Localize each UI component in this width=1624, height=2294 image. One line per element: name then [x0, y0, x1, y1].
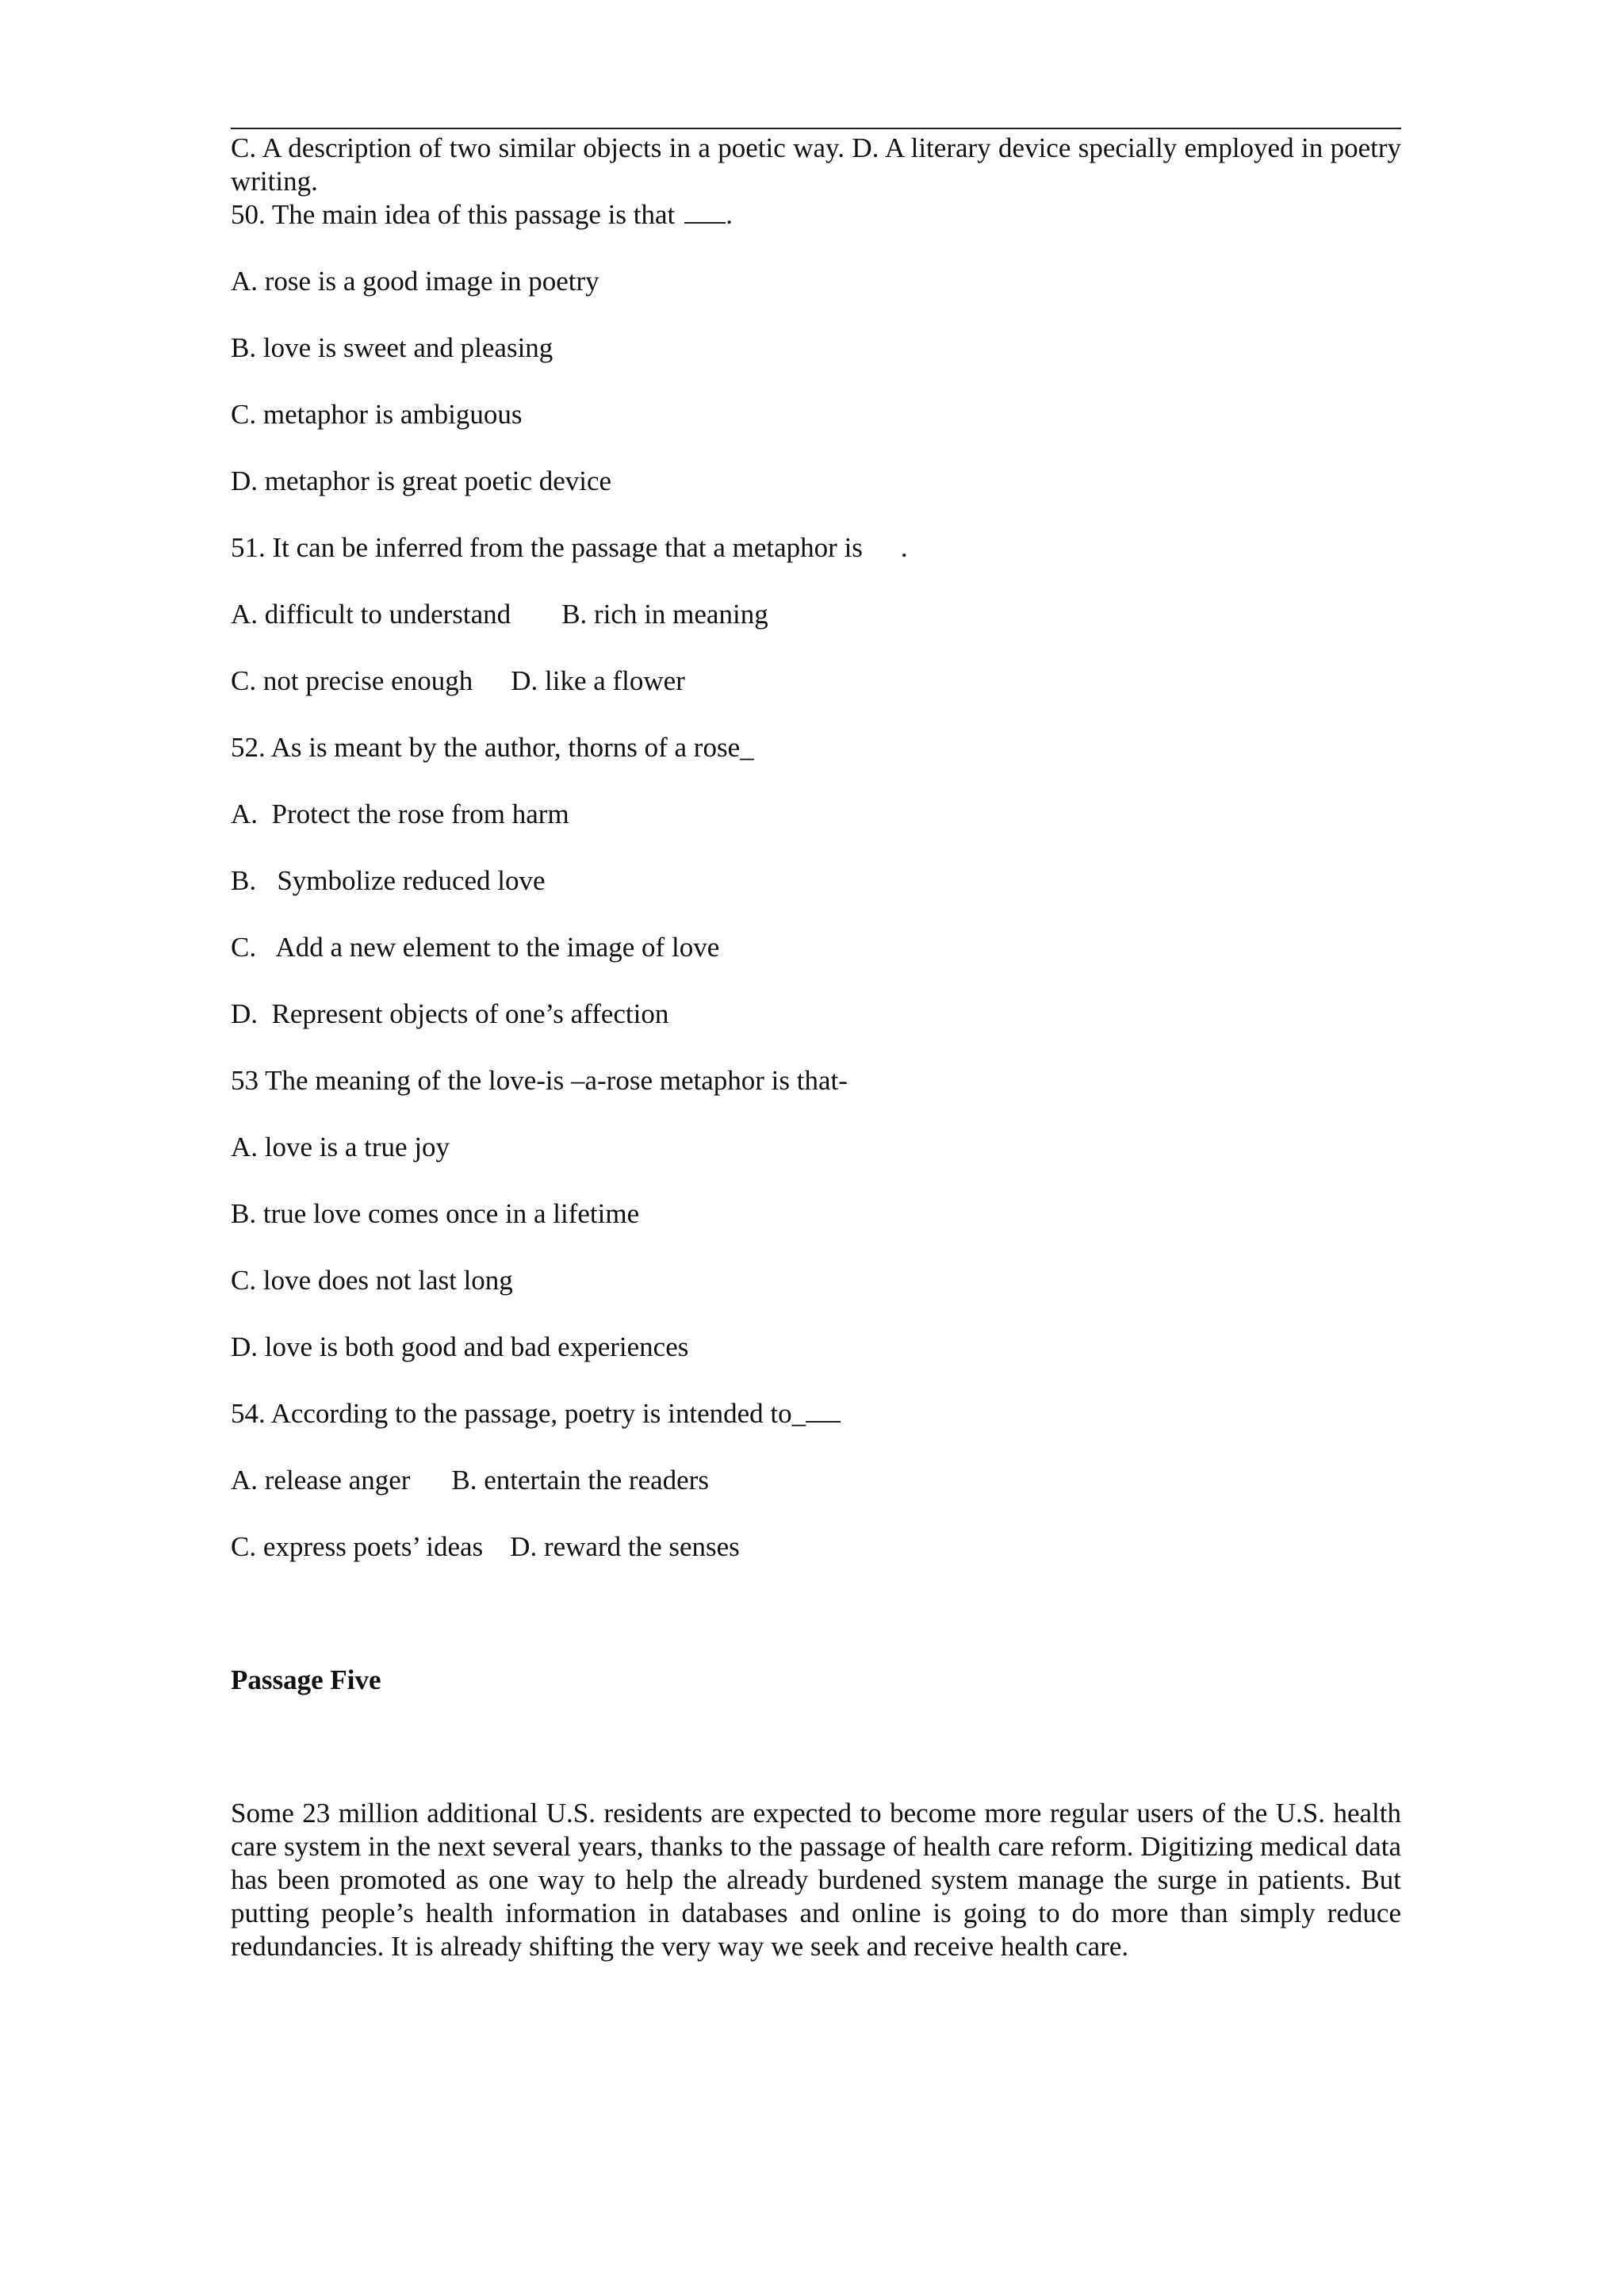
- q51-option-c: C. not precise enough: [231, 665, 473, 696]
- q54-option-c: C. express poets’ ideas: [231, 1531, 484, 1562]
- q54-options-ab: [231, 1464, 1401, 1497]
- q51-stem: 51. It can be inferred from the passage that a metaphor is .: [231, 532, 908, 563]
- q51-option-a: A. difficult to understand: [231, 599, 511, 630]
- page-content: [231, 132, 1401, 1963]
- passage-five-heading: Passage Five: [231, 1664, 381, 1695]
- q52-option-d: D. Represent objects of one’s affection: [231, 998, 669, 1029]
- q53-option-b: B. true love comes once in a lifetime: [231, 1198, 640, 1229]
- q53-stem: 53 The meaning of the love-is –a-rose metaphor is that-: [231, 1065, 848, 1096]
- q53-option-c: C. love does not last long: [231, 1265, 513, 1296]
- answer-blank: [684, 200, 726, 224]
- q49-option-c: C. A description of two similar objects in a poetic way.: [231, 132, 845, 163]
- q49-option-d: D. A literary device specially employed in: [852, 132, 1323, 163]
- q52-option-b: B. Symbolize reduced love: [231, 865, 546, 896]
- q51-options-cd: [231, 664, 1401, 698]
- q50-stem: 50. The main idea of this passage is that .: [231, 199, 733, 230]
- q50-option-d: D. metaphor is great poetic device: [231, 465, 612, 496]
- q49-options-cd: [231, 132, 1401, 198]
- q50-option-a: A. rose is a good image in poetry: [231, 266, 599, 297]
- q54-option-d: D. reward the senses: [510, 1531, 740, 1562]
- q52-stem: 52. As is meant by the author, thorns of a rose_: [231, 732, 754, 763]
- q50-option-b: B. love is sweet and pleasing: [231, 332, 553, 363]
- q54-option-b: B. entertain the readers: [451, 1465, 709, 1496]
- q52-option-a: A. Protect the rose from harm: [231, 798, 569, 829]
- q50-option-c: C. metaphor is ambiguous: [231, 399, 523, 430]
- q52-option-c: C. Add a new element to the image of love: [231, 932, 720, 963]
- q51-option-b: B. rich in meaning: [561, 599, 768, 630]
- q51-options-ab: [231, 598, 1401, 631]
- q54-option-a: A. release anger: [231, 1465, 411, 1496]
- q49-option-d-cont: poetry writing.: [231, 132, 1402, 197]
- q54-options-cd: [231, 1530, 1401, 1564]
- q54-stem: 54. According to the passage, poetry is intended to_: [231, 1397, 1401, 1430]
- q51-option-d: D. like a flower: [511, 665, 685, 696]
- q53-option-a: A. love is a true joy: [231, 1132, 450, 1162]
- q53-option-d: D. love is both good and bad experiences: [231, 1331, 689, 1362]
- passage-five-text: Some 23 million additional U.S. residents are expected to become more regular users of the U.S. health care system in the next several years, thanks to the passage of health care reform. Digitizing medical data has been promoted as one way to help the already burdened system manage the surge in patients. But putting people’s health information in databases and online is going to do more than simply reduce redundancies. It is already shifting the very way we seek and receive health care.: [231, 1798, 1401, 1962]
- answer-blank: [806, 1399, 841, 1423]
- top-rule: [231, 128, 1401, 129]
